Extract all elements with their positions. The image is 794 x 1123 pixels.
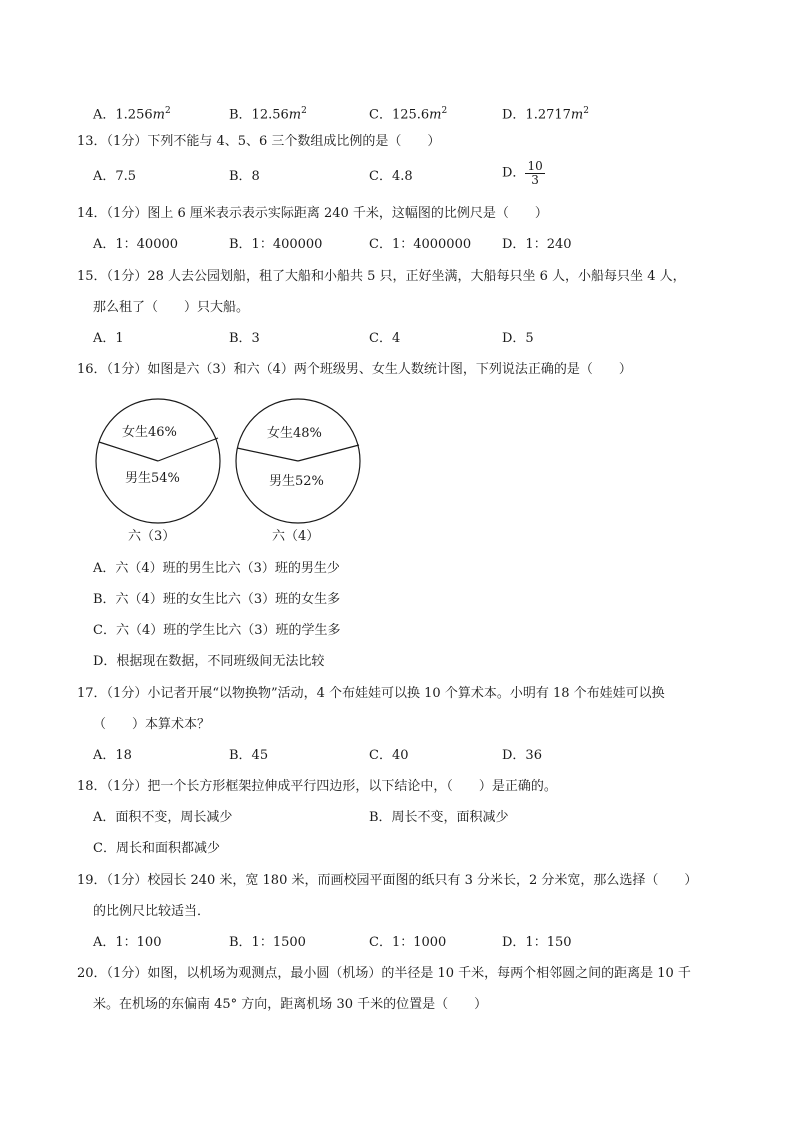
pie-chart-6-4 — [236, 399, 360, 544]
unit-exponent: 2 — [301, 106, 307, 116]
unit-exponent: 2 — [441, 106, 448, 116]
q19-option-d: D．1：150 — [502, 935, 572, 950]
pie-slice-divider — [298, 445, 359, 461]
q15-option-c: C．4 — [369, 331, 401, 346]
unit-exponent: 2 — [583, 106, 589, 116]
pie-label-boys: 男生54% — [125, 471, 180, 486]
q17-stem-line2: （ ）本算术本？ — [93, 717, 211, 732]
q14-option-d: D．1：240 — [502, 237, 572, 252]
pie-chart-6-3 — [96, 399, 220, 544]
q14-option-c: C．1：4000000 — [369, 237, 472, 252]
q14-stem: 14．（1分）图上 6 厘米表示表示实际距离 240 千米，这幅图的比例尺是（ ） — [77, 206, 548, 221]
option-text: D．1.2717 — [502, 107, 571, 123]
fraction — [525, 160, 544, 187]
pie-slice-divider — [237, 448, 298, 461]
unit: m — [429, 107, 442, 123]
q19-option-c: C．1：1000 — [369, 935, 447, 950]
pie-caption: 六（4） — [272, 529, 320, 544]
pie-label-girls: 女生46% — [122, 425, 177, 440]
pie-label-girls: 女生48% — [267, 426, 322, 441]
q15-option-a: A．1 — [93, 331, 124, 346]
q12-option-a — [93, 102, 171, 124]
q15-option-d: D．5 — [502, 331, 534, 346]
q13-option-c: C．4.8 — [369, 169, 413, 184]
q18-stem: 18．（1分）把一个长方形框架拉伸成平行四边形，以下结论中，（ ）是正确的。 — [77, 779, 557, 794]
q19-stem-line2: 的比例尺比较适当． — [93, 904, 211, 919]
q17-option-b: B．45 — [229, 748, 269, 763]
pie-caption: 六（3） — [128, 529, 176, 544]
q20-stem-line2: 米。在机场的东偏南 45° 方向，距离机场 30 千米的位置是（ ） — [93, 997, 488, 1012]
q20-stem-line1: 20．（1分）如图，以机场为观测点，最小圆（机场）的半径是 10 千米，每两个相邻圆之间的距离是 10 千 — [77, 966, 691, 981]
q15-stem-line2: 那么租了（ ）只大船。 — [93, 300, 250, 315]
pie-label-boys: 男生52% — [269, 474, 324, 489]
q12-option-d — [502, 102, 589, 124]
q16-stem: 16．（1分）如图是六（3）和六（4）两个班级男、女生人数统计图，下列说法正确的是（ ） — [77, 362, 632, 377]
q16-pie-charts — [80, 390, 380, 550]
option-text: B．12.56 — [229, 107, 289, 123]
q18-option-c: C．周长和面积都减少 — [93, 841, 220, 856]
q16-option-b: B．六（4）班的女生比六（3）班的女生多 — [93, 592, 341, 607]
option-text: C．125.6 — [369, 107, 430, 123]
q13-stem: 13．（1分）下列不能与 4、5、6 三个数组成比例的是（ ） — [77, 134, 441, 149]
q13-option-d — [502, 160, 545, 187]
q12-option-c — [369, 102, 447, 124]
q15-option-b: B．3 — [229, 331, 260, 346]
option-text: D． — [502, 165, 526, 181]
q19-stem-line1: 19．（1分）校园长 240 米，宽 180 米，而画校园平面图的纸只有 3 分米长，2 分米宽，那么选择（ ） — [77, 873, 698, 888]
unit: m — [152, 107, 165, 123]
q15-stem-line1: 15．（1分）28 人去公园划船，租了大船和小船共 5 只，正好坐满，大船每只坐 6 人，小船每只坐 4 人， — [77, 269, 686, 284]
q17-stem-line1: 17．（1分）小记者开展“以物换物”活动，4 个布娃娃可以换 10 个算术本。小明有 18 个布娃娃可以换 — [77, 686, 665, 701]
q12-option-b — [229, 102, 307, 124]
q13-option-b: B．8 — [229, 169, 260, 184]
q17-option-d: D．36 — [502, 748, 542, 763]
option-text: A．1.256 — [93, 107, 153, 123]
fraction-denominator: 3 — [531, 173, 539, 187]
q19-option-a: A．1：100 — [93, 935, 162, 950]
pie-slice-divider — [99, 442, 158, 461]
fraction-numerator: 10 — [527, 159, 543, 173]
q18-option-a: A．面积不变，周长减少 — [93, 810, 233, 825]
q18-option-b: B．周长不变，面积减少 — [369, 810, 509, 825]
q16-option-a: A．六（4）班的男生比六（3）班的男生少 — [93, 561, 340, 576]
unit: m — [288, 107, 302, 123]
q17-option-c: C．40 — [369, 748, 409, 763]
q14-option-b: B．1：400000 — [229, 237, 323, 252]
q13-option-a: A．7.5 — [93, 169, 137, 184]
q17-option-a: A．18 — [93, 748, 132, 763]
q16-option-c: C．六（4）班的学生比六（3）班的学生多 — [93, 623, 341, 638]
unit-exponent: 2 — [164, 106, 171, 116]
pie-slice-divider — [158, 438, 218, 461]
q16-option-d: D．根据现在数据，不同班级间无法比较 — [93, 654, 325, 669]
q14-option-a: A．1：40000 — [93, 237, 179, 252]
q19-option-b: B．1：1500 — [229, 935, 306, 950]
unit: m — [570, 107, 584, 123]
